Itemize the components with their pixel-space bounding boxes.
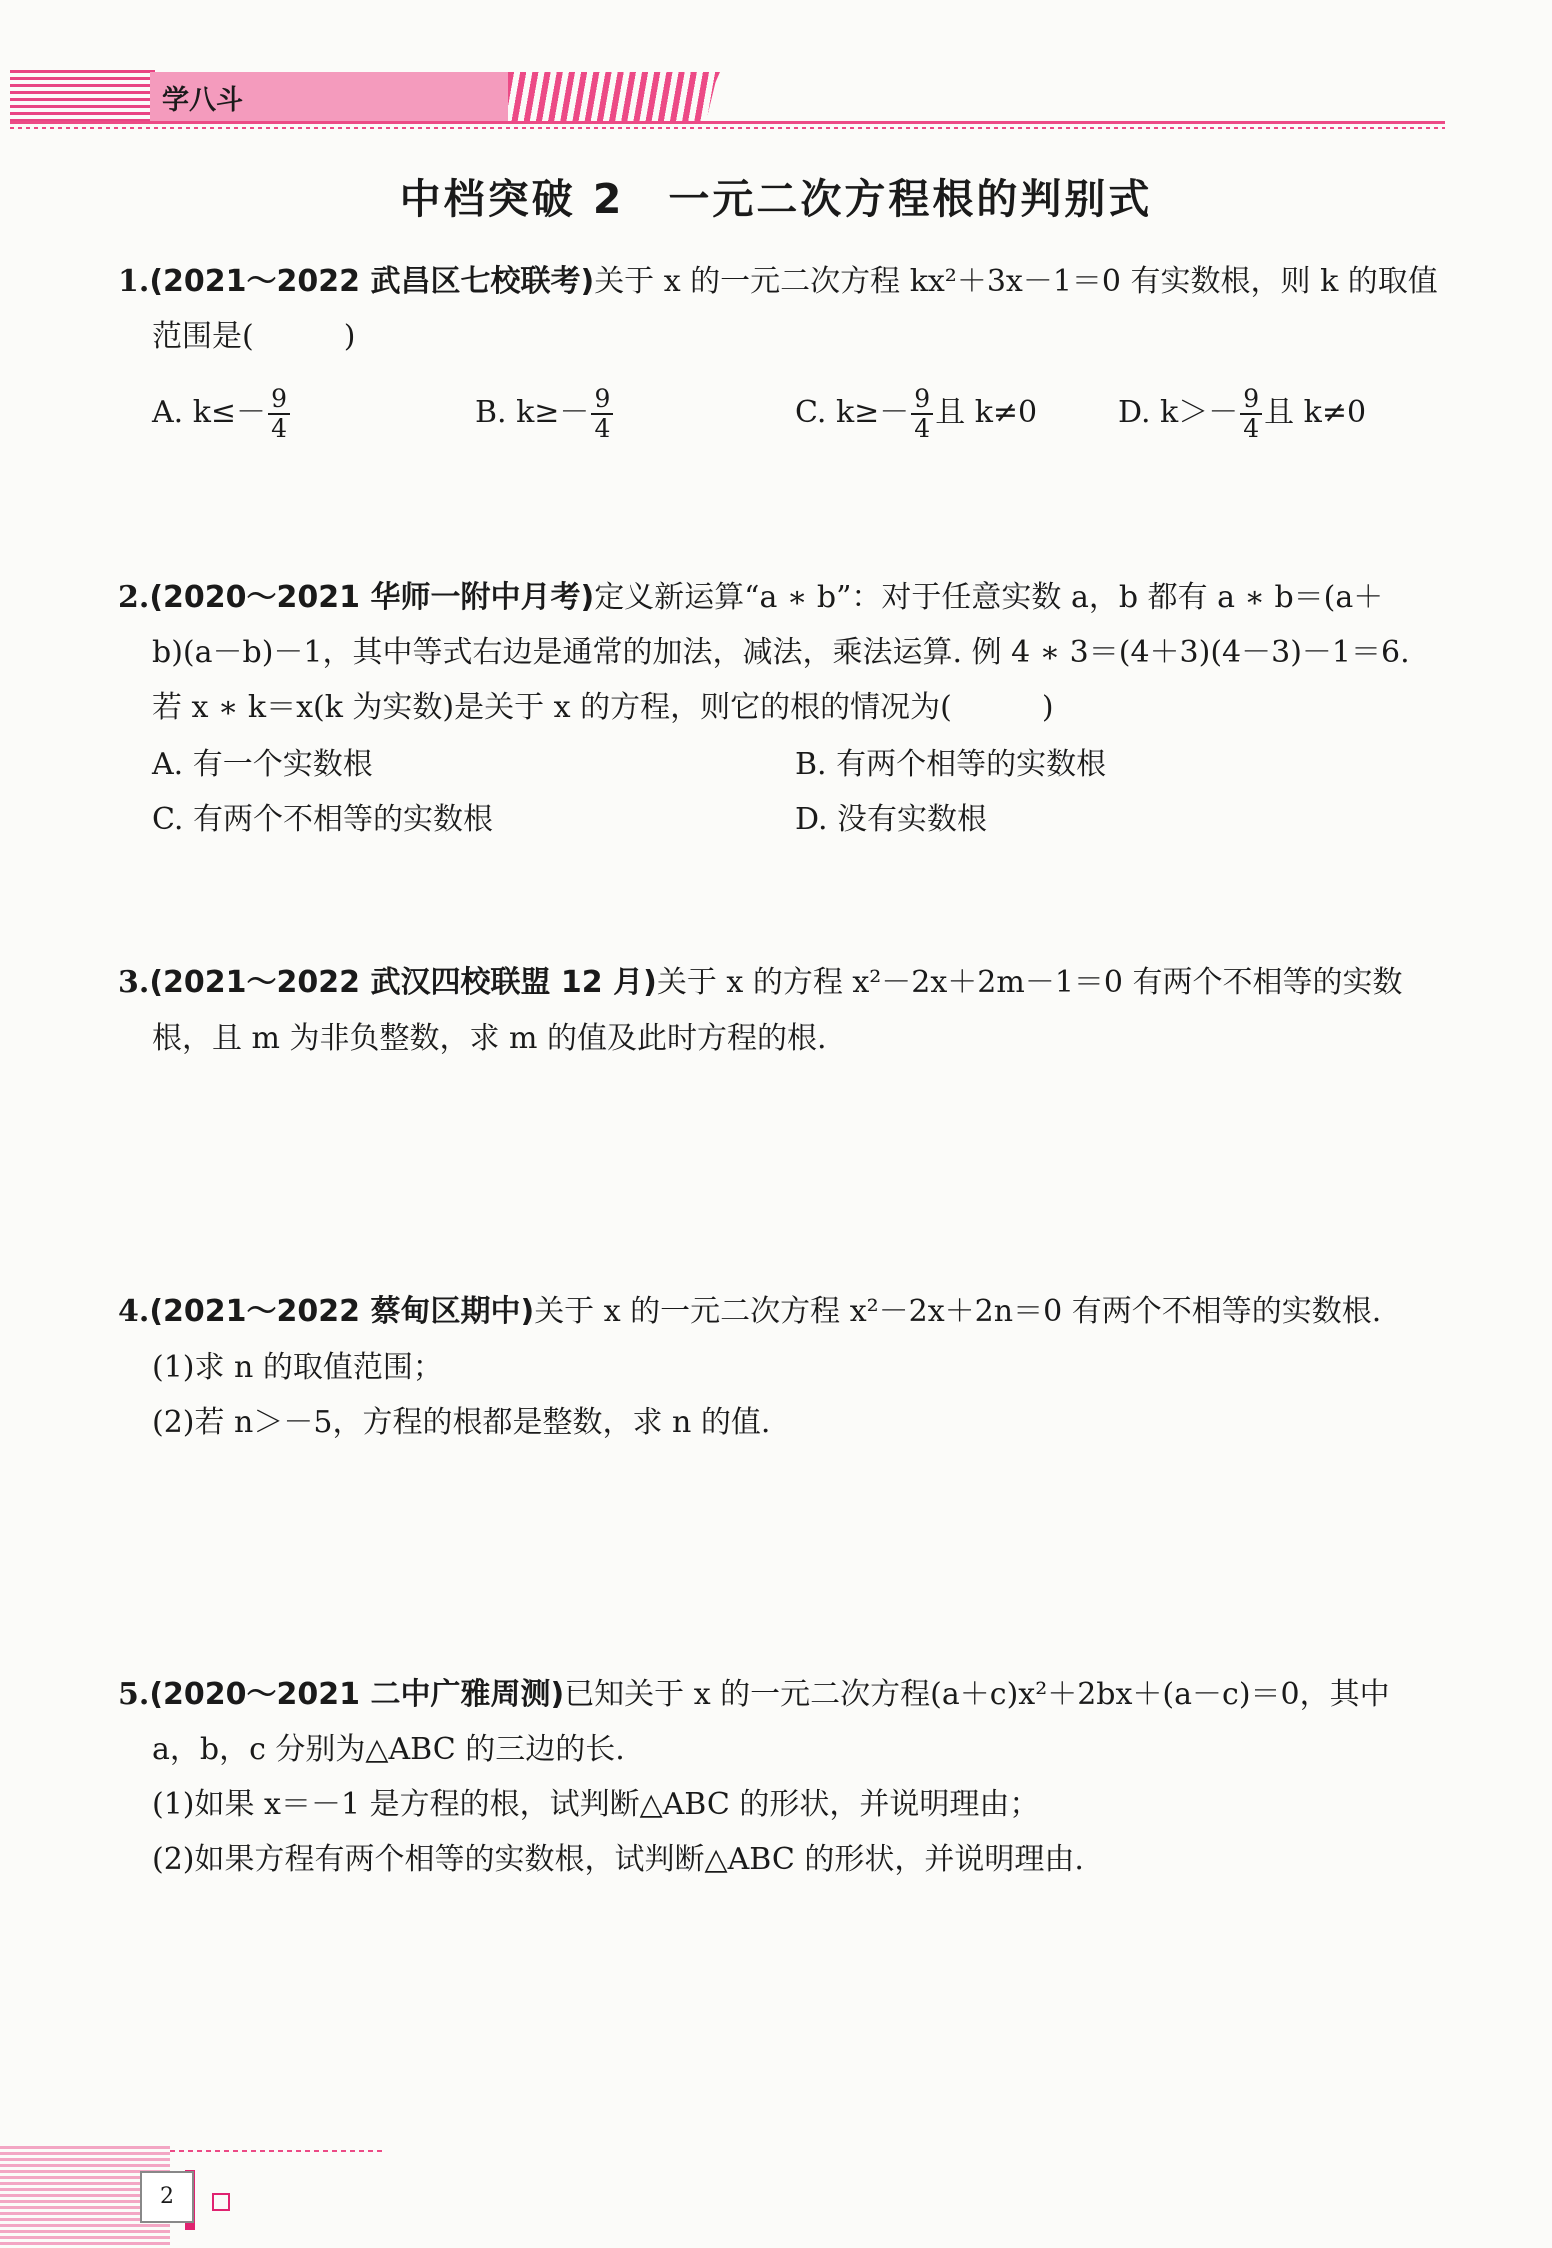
q1-source: (2021～2022 武昌区七校联考) xyxy=(149,264,595,299)
fraction: $\frac{9}{4}$ xyxy=(268,385,290,443)
header-slashes xyxy=(508,72,718,124)
q3-text-1: 关于 x 的方程 x²－2x＋2m－1＝0 有两个不相等的实数 xyxy=(656,965,1403,1000)
q5-line-1 xyxy=(118,1675,1390,1715)
q3-number: 3. xyxy=(118,965,150,1000)
q1-option-d: D. k＞－ $\frac{9}{4}$ 且 k≠0 xyxy=(1118,384,1367,443)
q2-source: (2020～2021 华师一附中月考) xyxy=(149,580,595,615)
q3-line-2: 根，且 m 为非负整数，求 m 的值及此时方程的根. xyxy=(152,1021,827,1056)
q4-number: 4. xyxy=(118,1294,150,1329)
q5-text-1: 已知关于 x 的一元二次方程(a＋c)x²＋2bx＋(a－c)＝0，其中 xyxy=(564,1677,1390,1712)
fraction: $\frac{9}{4}$ xyxy=(591,385,613,443)
q2-number: 2. xyxy=(118,580,150,615)
q1-option-a: A. k≤－ $\frac{9}{4}$ xyxy=(152,385,292,443)
q4-part-1: (1)求 n 的取值范围； xyxy=(152,1350,443,1385)
header-dotted-rule xyxy=(10,127,1445,129)
q5-part-1: (1)如果 x＝－1 是方程的根，试判断△ABC 的形状，并说明理由； xyxy=(152,1787,1040,1822)
q1-option-c: C. k≥－ $\frac{9}{4}$ 且 k≠0 xyxy=(795,384,1038,443)
q2-option-c: C. 有两个不相等的实数根 xyxy=(152,802,493,837)
fraction: $\frac{9}{4}$ xyxy=(911,385,933,443)
q2-line-3: 若 x ∗ k＝x(k 为实数)是关于 x 的方程，则它的根的情况为( ) xyxy=(152,690,1054,725)
q5-number: 5. xyxy=(118,1677,150,1712)
q2-line-1 xyxy=(118,578,1383,618)
q2-option-a: A. 有一个实数根 xyxy=(152,747,373,782)
q3-line-1 xyxy=(118,963,1403,1003)
q2-option-b: B. 有两个相等的实数根 xyxy=(795,747,1107,782)
q4-source: (2021～2022 蔡甸区期中) xyxy=(149,1294,535,1329)
footer-dotted-rule xyxy=(170,2150,385,2152)
page-title: 中档突破 2 一元二次方程根的判别式 xyxy=(399,175,1153,223)
q1-text-1: 关于 x 的一元二次方程 kx²＋3x－1＝0 有实数根，则 k 的取值 xyxy=(594,264,1438,299)
q1-option-b: B. k≥－ $\frac{9}{4}$ xyxy=(475,385,615,443)
q2-text-1: 定义新运算“a ∗ b”：对于任意实数 a，b 都有 a ∗ b＝(a＋ xyxy=(594,580,1384,615)
q5-source: (2020～2021 二中广雅周测) xyxy=(149,1677,565,1712)
page-number: 2 xyxy=(140,2171,194,2223)
header-stripes xyxy=(10,70,155,124)
q4-line-1 xyxy=(118,1292,1381,1332)
q3-source: (2021～2022 武汉四校联盟 12 月) xyxy=(149,965,657,1000)
header-title: 学八斗 xyxy=(162,85,243,116)
q4-text-1: 关于 x 的一元二次方程 x²－2x＋2n＝0 有两个不相等的实数根. xyxy=(534,1294,1382,1329)
q4-part-2: (2)若 n＞－5，方程的根都是整数，求 n 的值. xyxy=(152,1405,771,1440)
q1-line-2: 范围是( ) xyxy=(152,319,356,354)
q5-part-2: (2)如果方程有两个相等的实数根，试判断△ABC 的形状，并说明理由. xyxy=(152,1842,1084,1877)
fraction: $\frac{9}{4}$ xyxy=(1240,385,1262,443)
q5-line-2: a，b，c 分别为△ABC 的三边的长. xyxy=(152,1732,625,1767)
q2-line-2: b)(a－b)－1，其中等式右边是通常的加法，减法，乘法运算. 例 4 ∗ 3＝(4＋3)(4－3)－1＝6. xyxy=(152,635,1410,670)
header-rule xyxy=(10,121,1445,124)
square-icon xyxy=(212,2193,230,2211)
q2-option-d: D. 没有实数根 xyxy=(795,802,988,837)
q1-number: 1. xyxy=(118,264,150,299)
q1-line-1 xyxy=(118,262,1438,302)
